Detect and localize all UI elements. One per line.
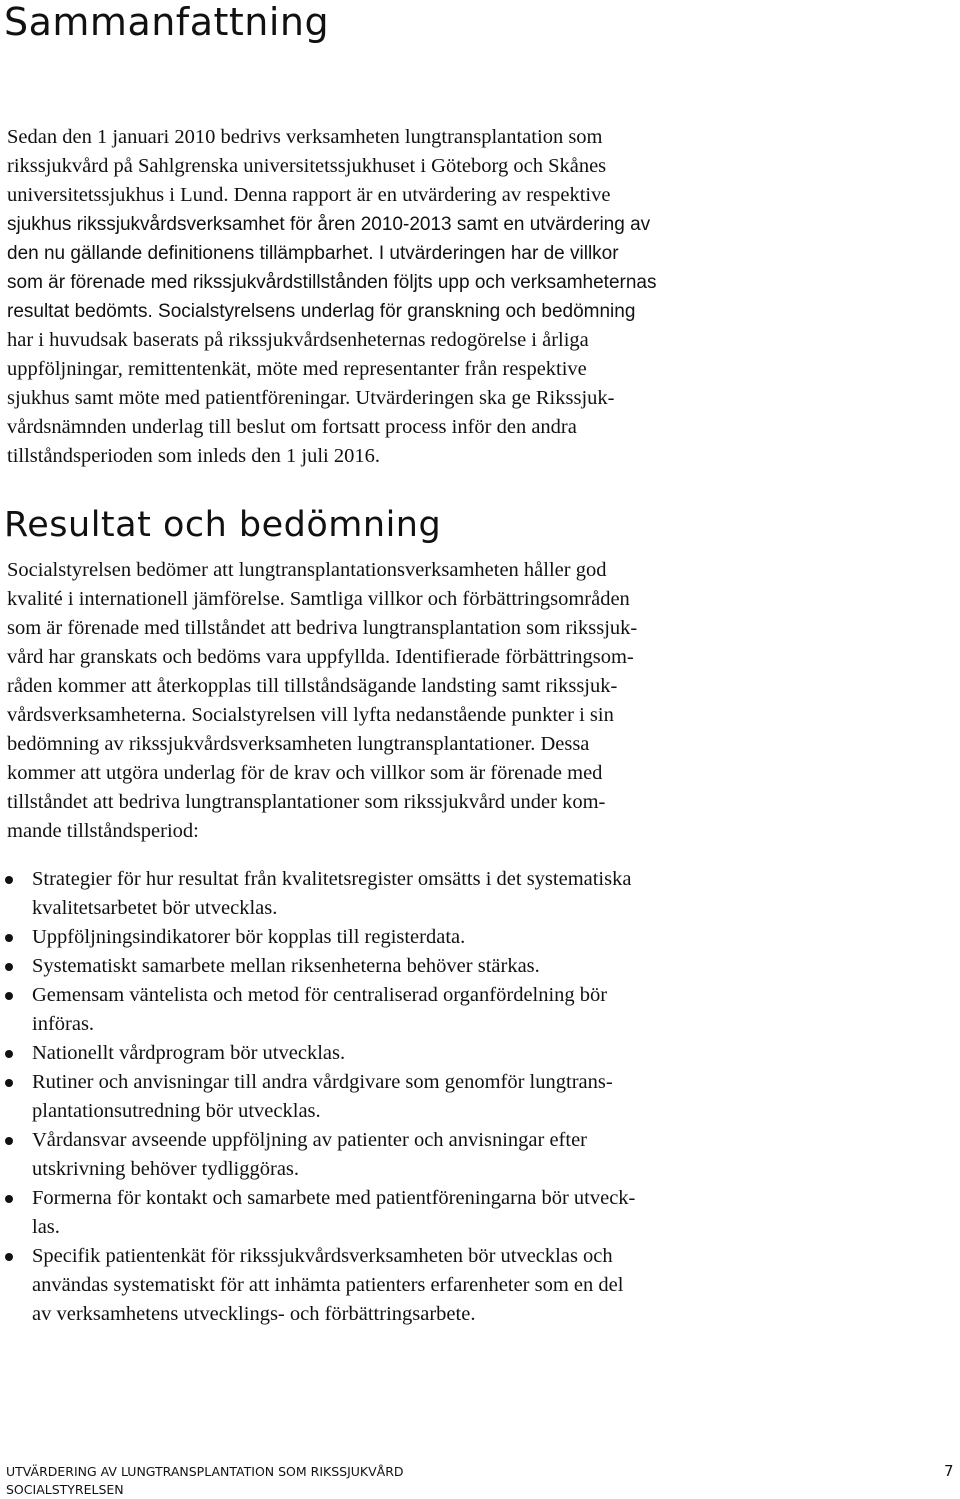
bullet-icon (5, 1195, 13, 1203)
list-item-text: av verksamhetens utvecklings- och förbättringsarbete. (32, 1303, 476, 1325)
list-item-text: Rutiner och anvisningar till andra vårdgivare som genomför lungtrans- (32, 1071, 613, 1093)
bullet-icon (5, 934, 13, 942)
section-heading-results: Resultat och bedömning (4, 505, 442, 545)
list-item-text: Gemensam väntelista och metod för centraliserad organfördelning bör (32, 984, 608, 1006)
results-line: kvalité i internationell jämförelse. Samtliga villkor och förbättringsområden (7, 588, 630, 610)
list-item-text: plantationsutredning bör utvecklas. (32, 1100, 321, 1122)
list-item-text: användas systematiskt för att inhämta patienters erfarenheter som en del (32, 1274, 624, 1296)
intro-line: tillståndsperioden som inleds den 1 juli 2016. (7, 445, 380, 467)
intro-line: vårdsnämnden underlag till beslut om fortsatt process inför den andra (7, 416, 577, 438)
results-line: tillståndet att bedriva lungtransplantationer som rikssjukvård under kom- (7, 791, 606, 813)
bullet-icon (5, 876, 13, 884)
bullet-icon (5, 1079, 13, 1087)
intro-line: sjukhus rikssjukvårdsverksamhet för åren 2010-2013 samt en utvärdering av (7, 214, 651, 235)
list-item-text: las. (32, 1216, 60, 1238)
page-number: 7 (944, 1462, 954, 1480)
list-item-text: Vårdansvar avseende uppföljning av patienter och anvisningar efter (32, 1129, 587, 1151)
intro-line: har i huvudsak baserats på rikssjukvårdsenheternas redogörelse i årliga (7, 329, 589, 351)
list-item-text: utskrivning behöver tydliggöras. (32, 1158, 300, 1180)
footer-report-title: UTVÄRDERING AV LUNGTRANSPLANTATION SOM RIKSSJUKVÅRD (6, 1464, 404, 1479)
list-item-text: Specifik patientenkät för rikssjukvårdsverksamheten bör utvecklas och (32, 1245, 613, 1267)
results-line: vård har granskats och bedöms vara uppfyllda. Identifierade förbättringsom- (7, 646, 634, 668)
bullet-icon (5, 1050, 13, 1058)
intro-line: sjukhus samt möte med patientföreningar. Utvärderingen ska ge Rikssjuk- (7, 387, 615, 409)
list-item-text: Uppföljningsindikatorer bör kopplas till registerdata. (32, 926, 466, 948)
page-title: Sammanfattning (4, 0, 330, 44)
list-item-text: Strategier för hur resultat från kvalitetsregister omsätts i det systematiska (32, 868, 632, 890)
bullet-icon (5, 963, 13, 971)
results-line: kommer att utgöra underlag för de krav och villkor som är förenade med (7, 762, 603, 784)
results-line: som är förenade med tillståndet att bedriva lungtransplantation som rikssjuk- (7, 617, 638, 639)
intro-line: uppföljningar, remittentenkät, möte med representanter från respektive (7, 358, 587, 380)
results-line: bedömning av rikssjukvårdsverksamheten lungtransplantationer. Dessa (7, 733, 590, 755)
intro-line: rikssjukvård på Sahlgrenska universitetssjukhuset i Göteborg och Skånes (7, 155, 607, 177)
list-item-text: införas. (32, 1013, 95, 1035)
list-item-text: Systematiskt samarbete mellan riksenheterna behöver stärkas. (32, 955, 540, 977)
intro-line: universitetssjukhus i Lund. Denna rapport är en utvärdering av respektive (7, 184, 611, 206)
intro-line: som är förenade med rikssjukvårdstillstånden följts upp och verksamheternas (7, 272, 657, 293)
results-line: mande tillståndsperiod: (7, 820, 199, 842)
results-line: vårdsverksamheterna. Socialstyrelsen vill lyfta nedanstående punkter i sin (7, 704, 614, 726)
list-item-text: kvalitetsarbetet bör utvecklas. (32, 897, 278, 919)
intro-line: resultat bedömts. Socialstyrelsens underlag för granskning och bedömning (7, 301, 636, 322)
list-item-text: Nationellt vårdprogram bör utvecklas. (32, 1042, 346, 1064)
bullet-icon (5, 1137, 13, 1145)
bullet-icon (5, 992, 13, 1000)
bullet-icon (5, 1253, 13, 1261)
footer-publisher: SOCIALSTYRELSEN (6, 1482, 124, 1497)
intro-line: den nu gällande definitionens tillämpbarhet. I utvärderingen har de villkor (7, 243, 619, 264)
results-line: råden kommer att återkopplas till tillståndsägande landsting samt rikssjuk- (7, 675, 618, 697)
list-item-text: Formerna för kontakt och samarbete med patientföreningarna bör utveck- (32, 1187, 636, 1209)
results-line: Socialstyrelsen bedömer att lungtransplantationsverksamheten håller god (7, 559, 607, 581)
intro-line: Sedan den 1 januari 2010 bedrivs verksamheten lungtransplantation som (7, 126, 603, 148)
